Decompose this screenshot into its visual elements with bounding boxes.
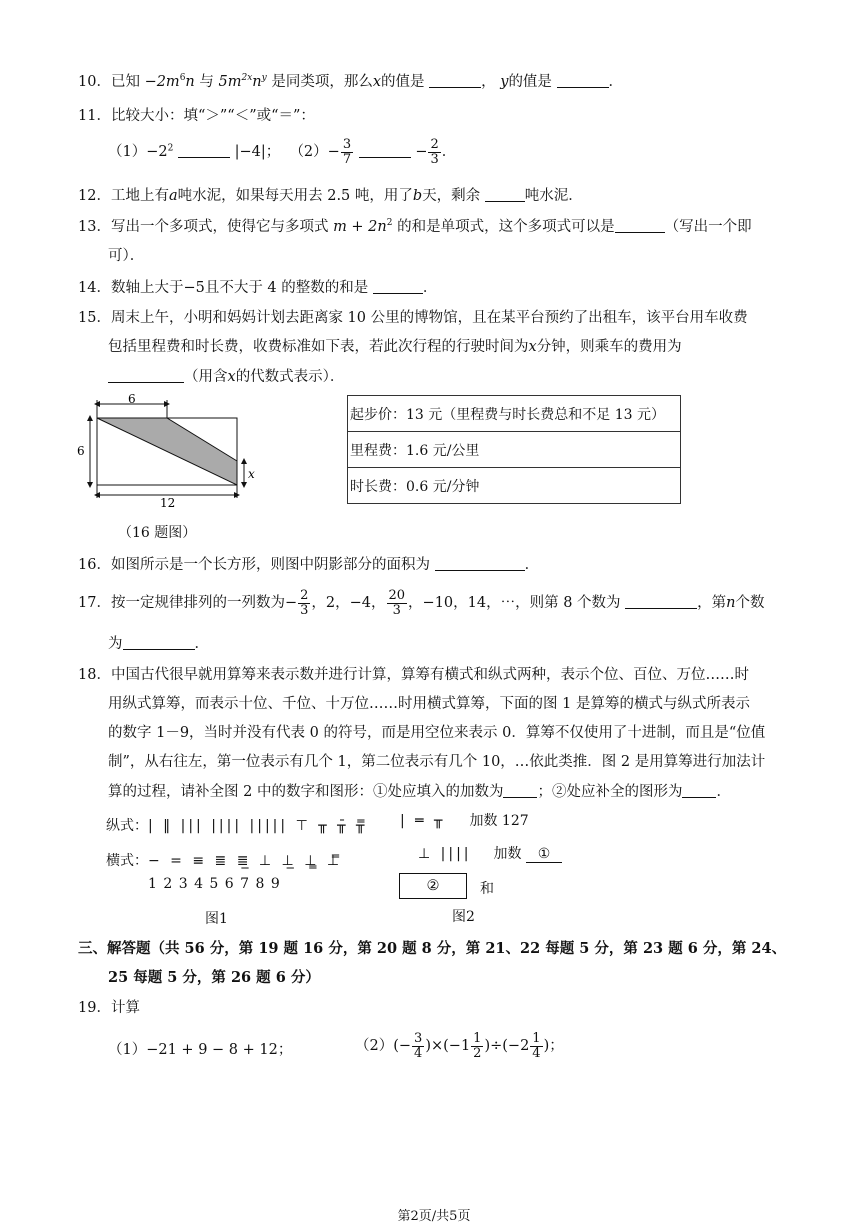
question-18-line3: 的数字 1－9，当时并没有代表 0 的符号，而是用空位来表示 0．算筹不仅使用了十进制，而且是“位值 bbox=[108, 725, 766, 741]
shaded-region bbox=[97, 418, 237, 485]
question-11-parts: $(1)-2^2$ |−4|； （2）− $\frac{3}{7}$ − $\frac{2}{3}$ ． bbox=[108, 137, 457, 167]
question-11: 11．比较大小：填“＞”“＜”或“＝”： bbox=[78, 108, 315, 124]
question-12: 12．工地上有a吨水泥，如果每天用去 2.5 吨，用了b天，剩余 吨水泥． bbox=[78, 188, 583, 204]
answer-blank[interactable] bbox=[359, 143, 411, 158]
answer-blank[interactable] bbox=[615, 218, 665, 233]
circle-1-blank[interactable]: ① bbox=[526, 846, 562, 863]
answer-blank[interactable] bbox=[485, 187, 525, 202]
figure-2-caption: 图2 bbox=[452, 909, 475, 925]
question-17-cont: 为 ． bbox=[108, 636, 209, 652]
figure-1-vertical: 纵式：| ‖ ||| |||| ||||| ⊤ ╥ ╥̄ ╥̿ bbox=[106, 818, 368, 834]
figure-2-row1: | ═ ╥ 加数 127 bbox=[400, 813, 529, 829]
fee-table bbox=[347, 395, 681, 504]
figure-1-digits: 1 2 3 4 5 6 7 8 9 bbox=[148, 876, 280, 892]
section-3-heading: 三、解答题（共 56 分，第 19 题 16 分，第 20 题 8 分，第 21、22 每题 5 分，第 23 题 6 分，第 24、 bbox=[78, 940, 787, 957]
label-x: x bbox=[248, 467, 255, 481]
question-18: 18．中国古代很早就用算筹来表示数并进行计算，算筹有横式和纵式两种，表示个位、百位、万位……时 bbox=[78, 667, 749, 683]
question-13: 13．写出一个多项式，使得它与多项式 $m + 2n^2$ 的和是单项式，这个多项式可以是 （写出一个即 bbox=[78, 218, 752, 235]
answer-blank[interactable] bbox=[123, 635, 195, 650]
question-17: 17．按一定规律排列的一列数为− $\frac{2}{3}$ ，2，−4， $\frac{20}{3}$ ，−10，14，⋯，则第 8 个数为 ，第n个数 bbox=[78, 587, 765, 618]
figure-2-row2: ⊥ |||| 加数 ① bbox=[418, 843, 562, 863]
answer-blank[interactable] bbox=[503, 783, 537, 798]
answer-blank[interactable] bbox=[178, 143, 230, 158]
fee-row: 时长费：0.6 元/分钟 bbox=[348, 468, 681, 504]
fee-row: 里程费：1.6 元/公里 bbox=[348, 432, 681, 468]
circle-2-box[interactable]: ② bbox=[399, 873, 467, 899]
question-14: 14．数轴上大于−5且不大于 4 的整数的和是 ． bbox=[78, 280, 438, 296]
question-15: 15．周末上午，小明和妈妈计划去距离家 10 公里的博物馆，且在某平台预约了出租车，该平台用车收费 bbox=[78, 310, 748, 326]
question-18-line2: 用纵式算筹，而表示十位、千位、十万位……时用横式算筹，下面的图 1 是算筹的横式与纵式所表示 bbox=[108, 696, 750, 712]
question-15-line2: 包括里程费和时长费，收费标准如下表，若此次行程的行驶时间为x分钟，则乘车的费用为 bbox=[108, 339, 682, 355]
fee-row: 起步价：13 元（里程费与时长费总和不足 13 元） bbox=[348, 396, 681, 432]
figure-1-horizontal: 横式：− = ≡ ≣ ≣̲ ⊥ ⊥̲ ⊥̳ ⊥̿ bbox=[106, 853, 343, 869]
question-19: 19．计算 bbox=[78, 1000, 140, 1016]
question-10: 10．已知 $-2m^6n$ 与 $5m^{2x}n^y$ 是同类项，那么x的值是 ， y的值是 ． bbox=[78, 73, 624, 90]
answer-blank[interactable] bbox=[435, 556, 525, 571]
figure-1-caption: 图1 bbox=[205, 911, 228, 927]
page-footer: 第2页/共5页 bbox=[397, 1209, 471, 1224]
answer-blank[interactable] bbox=[557, 73, 609, 88]
figure-16 bbox=[72, 390, 272, 510]
question-18-line5: 算的过程，请补全图 2 中的数字和图形：①处应填入的加数为 ；②处应补全的图形为 ． bbox=[108, 784, 731, 800]
question-18-line4: 制”，从右往左，第一位表示有几个 1，第二位表示有几个 10，…依此类推．图 2 是用算筹进行加法计 bbox=[108, 754, 766, 770]
section-3-heading-cont: 25 每题 5 分，第 26 题 6 分） bbox=[108, 969, 320, 986]
label-left: 6 bbox=[77, 444, 85, 458]
answer-blank[interactable] bbox=[682, 783, 716, 798]
answer-blank[interactable] bbox=[373, 279, 423, 294]
label-bottom: 12 bbox=[160, 496, 176, 510]
question-13-cont: 可）． bbox=[108, 248, 145, 264]
answer-blank[interactable] bbox=[625, 594, 697, 609]
figure-16-caption: （16 题图） bbox=[118, 525, 197, 541]
question-19-part2: （2）(− $\frac{3}{4}$ )×(−1 $\frac{1}{2}$ )÷(−2 $\frac{1}{4}$ )； bbox=[355, 1030, 564, 1061]
figure-2-sum-label: 和 bbox=[480, 881, 494, 897]
question-16: 16．如图所示是一个长方形，则图中阴影部分的面积为 ． bbox=[78, 557, 540, 573]
label-top: 6 bbox=[128, 392, 136, 406]
answer-blank[interactable] bbox=[108, 368, 184, 383]
answer-blank[interactable] bbox=[429, 73, 481, 88]
question-19-part1: （1）−21 + 9 − 8 + 12； bbox=[108, 1042, 293, 1058]
question-15-line3: （用含x的代数式表示）． bbox=[108, 365, 344, 386]
